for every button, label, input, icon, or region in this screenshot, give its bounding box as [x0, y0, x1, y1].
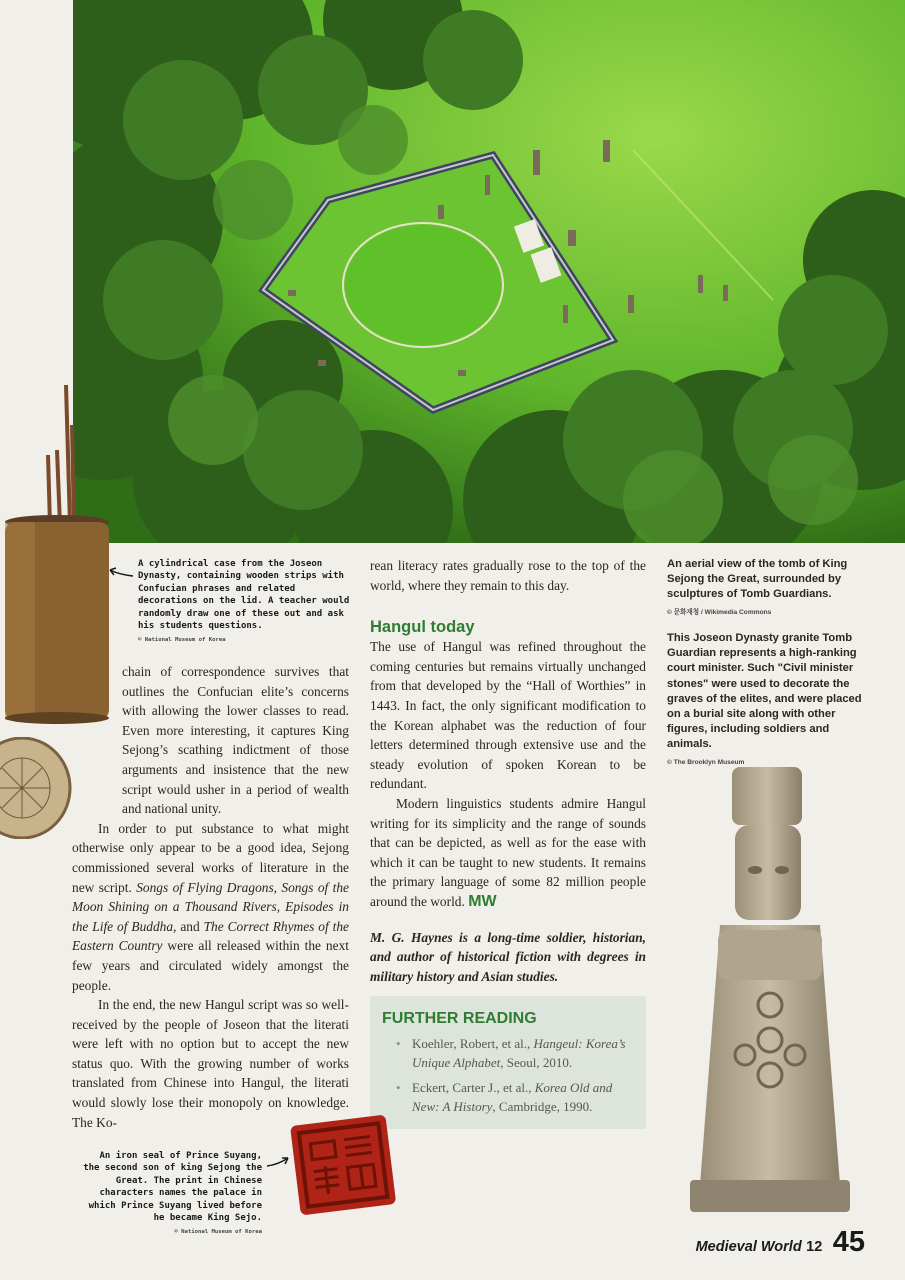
reading-item-title: Korea Old and New: A History [412, 1080, 613, 1114]
aerial-caption-credit: © 문화재청 / Wikimedia Commons [667, 608, 772, 616]
col2-paragraph-1: rean literacy rates gradually rose to the top of the world, where they remain to this day. [370, 558, 646, 593]
col2-p3-text: Modern linguistics students admire Hangul writing for its simplicity and the range of sounds that can be depicted, as well as for the ease with which it can be taught to new students. It remains the primary language of some 82 million people around the world. [370, 795, 646, 909]
case-arrow-icon [108, 566, 134, 585]
reading-item-rest: , Cambridge, 1990. [492, 1099, 593, 1114]
seal-note-credit: © National Museum of Korea [174, 1229, 262, 1236]
case-note-credit: © National Museum of Korea [138, 637, 226, 644]
issue-number: 12 [806, 1239, 823, 1255]
col1-p2-and: and [176, 918, 204, 934]
reading-item-rest: , Seoul, 2010. [500, 1055, 573, 1070]
col1-p2-title2: The Correct Rhymes of the Eastern Country [72, 918, 349, 954]
col2-paragraph-2: The use of Hangul was refined throughout the coming centuries but remains virtually unchanged from that developed by the “Hall of Worthies” in 1443. In fact, the only significant modification to the Korean alphabet was the reduction of four letters determined through extensive use and the steady evolution of spoken Korean to be redundant. [370, 639, 646, 792]
reading-item [396, 1034, 632, 1072]
col1-paragraph-2 [72, 819, 349, 995]
reading-item-author: Koehler, Robert, et al., [412, 1036, 534, 1051]
reading-item [396, 1078, 632, 1116]
iron-seal-photo [287, 1112, 399, 1216]
reading-item-author: Eckert, Carter J., et al., [412, 1080, 535, 1095]
aerial-caption [667, 557, 872, 620]
col1-paragraph-3: In the end, the new Hangul script was so well-received by the people of Joseon that the literati were left with no option but to accept the new status quo. With the growing number of works translated from Chinese into Hangul, the literati would slowly lose their monopoly on knowledge. The Ko- [72, 997, 349, 1130]
case-note-text: A cylindrical case from the Joseon Dynasty, containing wooden strips with Confucian phrases and related decorations on the lid. A teacher would randomly draw one of these out and ask his students questions. [138, 559, 350, 632]
section-heading: Hangul today [370, 618, 475, 637]
case-lid-photo [0, 737, 72, 839]
aerial-caption-text: An aerial view of the tomb of King Sejong the Great, surrounded by sculptures of Tomb Guardians. [667, 558, 848, 601]
tomb-guardian-photo [690, 765, 850, 1213]
col1-p2-titles: Songs of Flying Dragons, Songs of the Moon Shining on a Thousand Rivers, Episodes in the Life of Buddha, [72, 879, 349, 934]
seal-arrow-icon [266, 1155, 290, 1174]
col1-p2-text-a: In order to put substance to what might otherwise only appear to be a good idea, Sejong commissioned several works of literature in the new script. [72, 820, 349, 895]
page-footer [696, 1226, 865, 1259]
magazine-name: Medieval World [695, 1239, 802, 1255]
case-note [138, 558, 350, 647]
seal-note-text: An iron seal of Prince Suyang, the second son of king Sejong the Great. The print in Chinese characters names the palace in which Prince Suyang lived before he became King Sejo. [83, 1151, 262, 1224]
col2-paragraph-3 [370, 794, 646, 912]
col1-p2-text-b: were all released within the next few years and circulated widely amongst the people. [72, 938, 349, 993]
author-bio: M. G. Haynes is a long-time soldier, historian, and author of historical fiction with degrees in military history and Asian studies. [370, 929, 646, 984]
col1-paragraph-1: chain of correspondence survives that outlines the Confucian elite’s concerns with allowing the lower classes to read. Even more interesting, it captures King Sejong’s scathing indictment of those arguments and insistence that the new script would usher in a period of wealth and national unity. [122, 664, 349, 817]
mw-end-mark: MW [468, 892, 497, 910]
aerial-tomb-photo [73, 0, 905, 543]
seal-note [78, 1150, 262, 1239]
reading-item-title: Hangeul: Korea’s Unique Alphabet [412, 1036, 626, 1070]
guardian-caption-text: This Joseon Dynasty granite Tomb Guardian represents a high-ranking court minister. Such "Civil minister stones" were used to decorate the graves of the elites, and were placed on a burial site along with other figures, including soldiers and animals. [667, 632, 862, 751]
body-column-1 [72, 662, 349, 1132]
body-column-2 [370, 556, 646, 986]
guardian-caption-credit: © The Brooklyn Museum [667, 758, 745, 766]
further-reading-list [382, 1034, 632, 1116]
page-number: 45 [832, 1226, 865, 1258]
guardian-caption [667, 631, 872, 770]
further-reading-heading: FURTHER READING [382, 1010, 537, 1027]
further-reading-box [370, 996, 646, 1129]
